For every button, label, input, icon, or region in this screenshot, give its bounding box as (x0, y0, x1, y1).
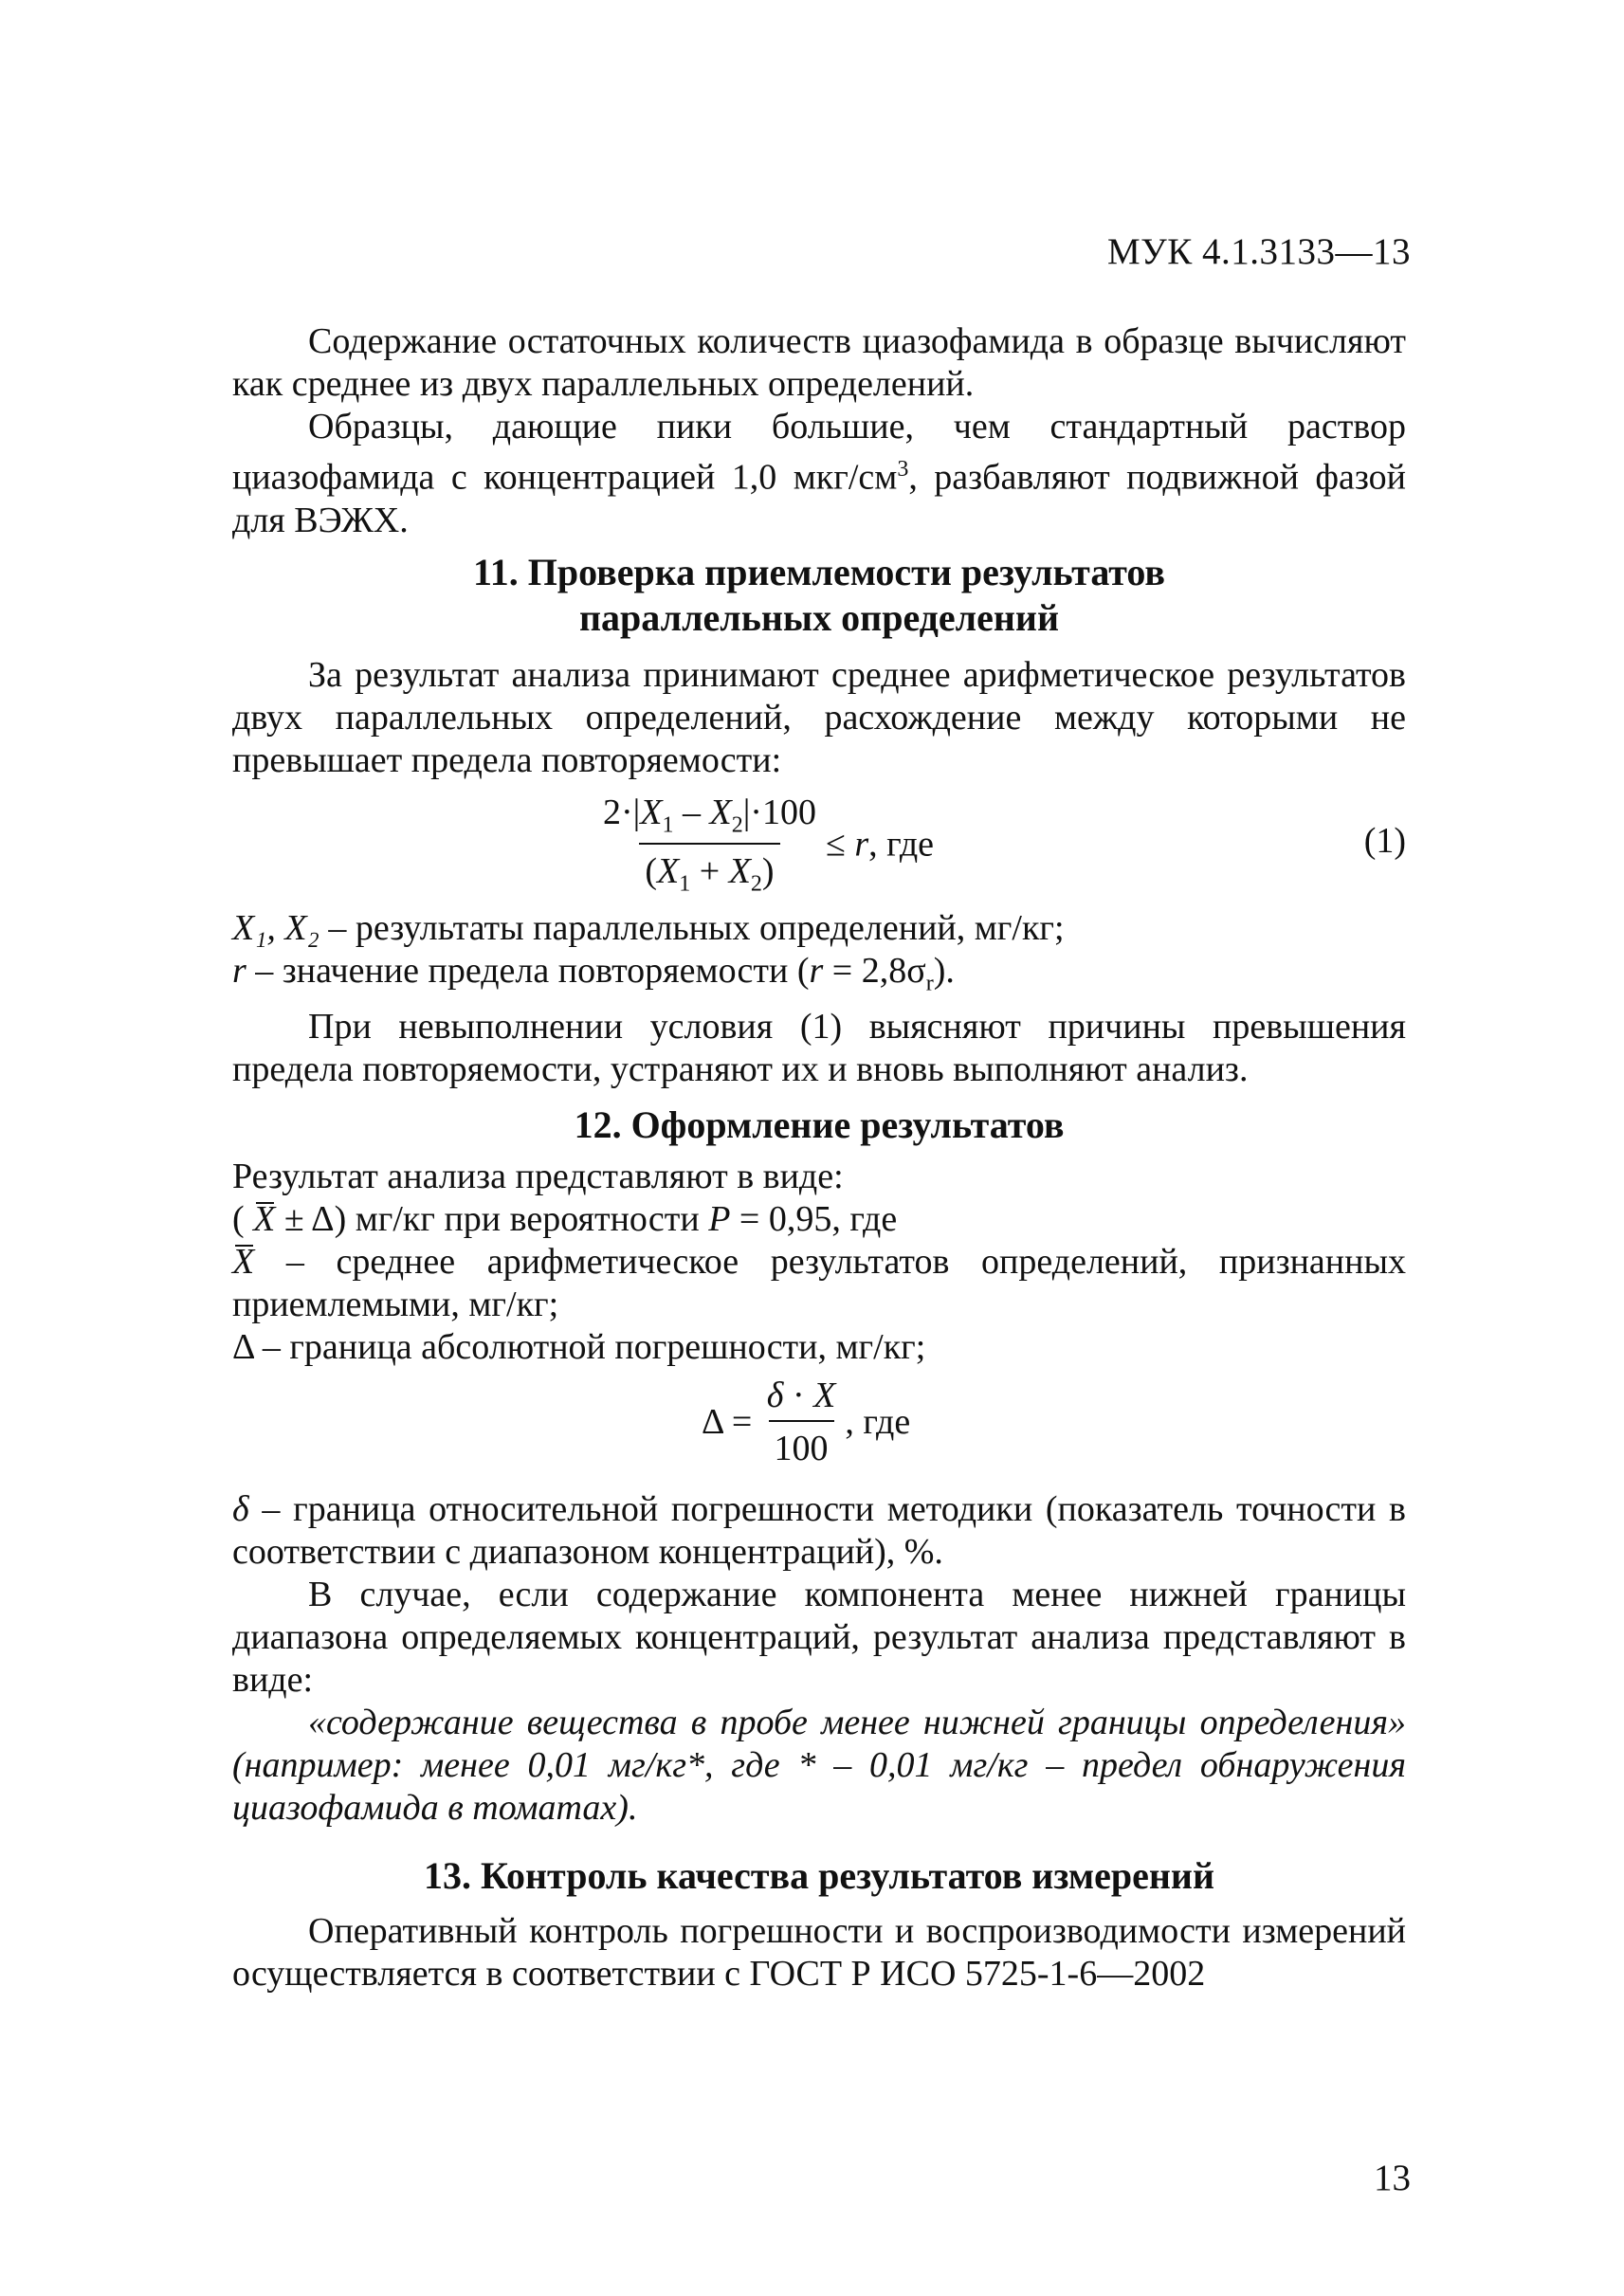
section-11-paragraph-1: За результат анализа принимают среднее арифметическое результатов двух параллельных определений, расхождение между которыми не превышает предела повторяемости: (232, 655, 1406, 780)
section-11-heading-line-2: параллельных определений (579, 596, 1059, 639)
section-11-paragraph-2: При невыполнении условия (1) выясняют причины превышения предела повторяемости, устраняют их и вновь выполняют анализ. (232, 1006, 1406, 1089)
formula-1-denominator: $(X_1 + X_2)$ (639, 843, 779, 898)
intro-paragraph-1: Содержание остаточных количеств циазофамида в образце вычисляют как среднее из двух параллельных определений. (232, 321, 1406, 404)
definition-delta-relative: δ – граница относительной погрешности методики (показатель точности в соответствии с диапазоном концентраций), %. (232, 1489, 1406, 1572)
definition-delta: Δ – граница абсолютной погрешности, мг/кг; (232, 1327, 926, 1367)
section-11-heading-line-1: 11. Проверка приемлемости результатов (472, 551, 1166, 593)
formula-2: Δ = $\frac{\delta \cdot X}{100}$ , где (702, 1376, 911, 1468)
formula-2-numerator: δ · X (766, 1376, 836, 1415)
formula-1-numerator: $2\cdot|X_1 - X_2|\cdot 100$ (603, 793, 816, 838)
formula-2-denominator: 100 (769, 1420, 834, 1469)
formula-1-number: (1) (1363, 821, 1406, 861)
section-12-paragraph-1: Результат анализа представляют в виде: (232, 1157, 844, 1196)
section-12 (232, 1102, 1406, 1830)
intro-paragraph-2: Образцы, дающие пики большие, чем стандартный раствор циазофамида с концентрацией 1,0 мкг/$см^3$, разбавляют подвижной фазой для ВЭЖХ. (232, 407, 1407, 540)
formula-1-fraction (597, 792, 822, 897)
page-number: 13 (1374, 2158, 1411, 2198)
definition-r: r – значение предела повторяемости $(r = 2,8\sigma_r)$. (232, 951, 955, 996)
document-code: МУК 4.1.3133—13 (1106, 231, 1411, 272)
formula-2-fraction (761, 1375, 842, 1469)
section-13 (232, 1853, 1406, 1995)
intro-block (232, 320, 1406, 542)
formula-1 (232, 792, 1406, 898)
section-12-paragraph-case: В случае, если содержание компонента менее нижней границы диапазона определяемых концентраций, результат анализа представляют в виде: (232, 1575, 1406, 1700)
section-11 (232, 550, 1406, 1091)
section-12-paragraph-italic: «содержание вещества в пробе менее нижней границы определения» (например: менее 0,01 мг/кг*, где * – 0,01 мг/кг – предел обнаружения циазофамида в томатах). (232, 1703, 1406, 1828)
definition-x1-x2: X₁, X₂ – результаты параллельных определений, мг/кг; (232, 908, 1065, 948)
section-13-heading: 13. Контроль качества результатов измерений (424, 1854, 1214, 1897)
definition-x-mean: X – среднее арифметическое результатов определений, признанных приемлемыми, мг/кг; (232, 1242, 1406, 1324)
section-12-heading: 12. Оформление результатов (574, 1103, 1065, 1146)
result-form-line: ( X ± Δ) мг/кг при вероятности P = 0,95, где (232, 1199, 898, 1239)
section-13-paragraph-1: Оперативный контроль погрешности и воспроизводимости измерений осуществляется в соответствии с ГОСТ Р ИСО 5725-1-6—2002 (232, 1911, 1406, 1994)
formula-1-relation: ≤ r, где (825, 824, 935, 865)
